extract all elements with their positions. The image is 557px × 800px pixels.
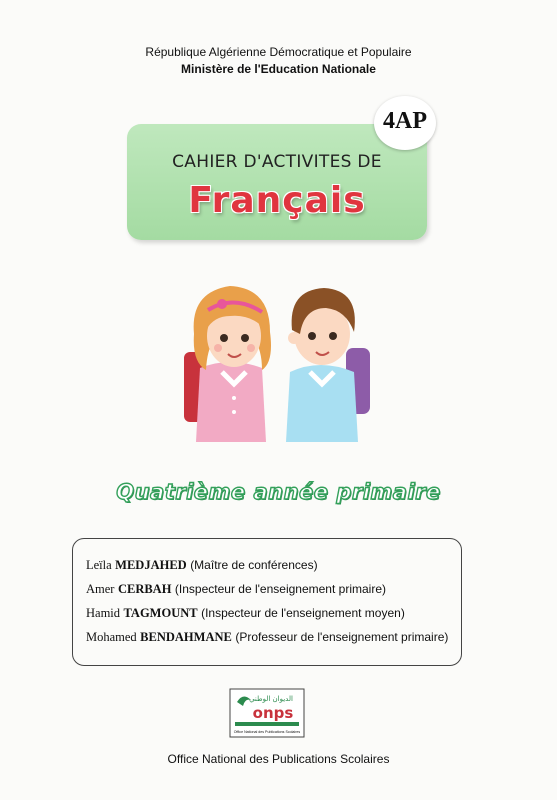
author-first-name: Leïla [86,558,112,572]
ministry-line: Ministère de l'Education Nationale [181,62,376,76]
author-last-name: TAGMOUNT [123,606,198,620]
boy-figure [286,288,370,442]
girl-figure [184,286,271,442]
author-role: (Maître de conférences) [190,558,318,572]
title-sub: CAHIER D'ACTIVITES DE [172,152,382,172]
authors-box [72,538,462,666]
logo-arabic: الديوان الوطني [249,695,293,703]
author-last-name: BENDAHMANE [140,630,232,644]
author-line [86,577,461,601]
author-line [86,601,461,625]
author-line [86,553,461,577]
author-role: (Inspecteur de l'enseignement primaire) [174,582,386,596]
level-badge-text: 4AP [383,108,427,134]
author-role: (Inspecteur de l'enseignement moyen) [201,606,405,620]
grade-subtitle: Quatrième année primaire [116,480,441,504]
children-illustration [170,272,390,442]
publisher-footer: Office National des Publications Scolaires [167,752,390,766]
author-last-name: CERBAH [117,582,172,596]
author-first-name: Amer [86,582,115,596]
author-first-name: Mohamed [86,630,137,644]
title-main: Français [188,180,366,221]
author-first-name: Hamid [86,606,121,620]
author-line [86,625,461,649]
logo-wordmark: onps [252,704,294,722]
level-badge [374,96,436,150]
logo-caption: Office National des Publications Scolaires [233,730,301,734]
author-last-name: MEDJAHED [115,558,187,572]
onps-logo [229,688,305,738]
author-role: (Professeur de l'enseignement primaire) [235,630,449,644]
header [0,44,557,78]
republic-line: République Algérienne Démocratique et Populaire [145,45,412,59]
